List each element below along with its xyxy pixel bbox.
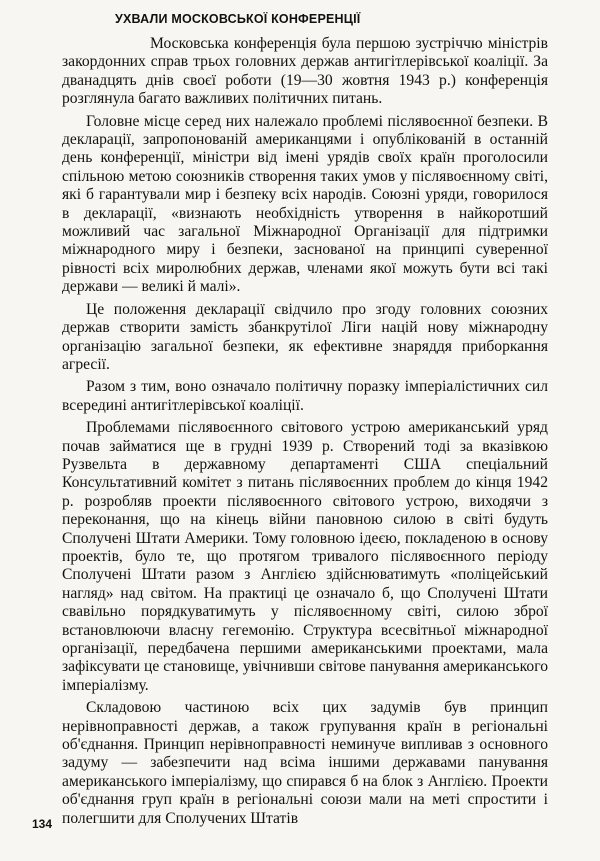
paragraph: Проблемами післявоєнного світового устрою американський уряд почав займатися ще в грудні 1939 р. Створений тоді за вказівкою Рузвельта в державному департаменті США спеціальний Консультативний комітет з питань післявоєнних проблем до кінця 1942 р. розробляв проекти післявоєнного світового устрою, виходячи з переконання, що на кінець війни пановною силою в світі будуть Сполучені Штати Америки. Тому головною ідеєю, покладеною в основу проектів, було те, що протягом тривалого післявоєнного періоду Сполучені Штати разом з Англією здійснюватимуть «поліцейський нагляд» над світом. На практиці це означало б, що Сполучені Штати свавільно порядкуватимуть у післявоєнному світі, силою зброї встановлюючи власну гегемонію. Структура всесвітньої міжнародної організації, передбачена першими американськими проектами, мала зафіксувати це становище, увічнивши світове панування американського імперіалізму. — [62, 419, 548, 694]
paragraph: Разом з тим, воно означало політичну поразку імперіалістичних сил всередині антигітлерівської коаліції. — [62, 378, 548, 414]
body-text — [62, 35, 548, 832]
page-number: 134 — [32, 817, 53, 831]
paragraph: Це положення декларації свідчило про згоду головних союзних держав створити замість збанкрутілої Ліги націй нову міжнародну організацію загальної безпеки, як ефективне знаряддя приборкання агресії. — [62, 300, 548, 373]
paragraph: Складовою частиною всіх цих задумів був принцип нерівноправності держав, а також групування країн в регіональні об'єднання. Принцип нерівноправності неминуче випливав з основного задуму — забезпечити над всіма іншими державами панування американського імперіалізму, що спирався б на блок з Англією. Проекти об'єднання груп країн в регіональні союзи мали на меті спростити і полегшити для Сполучених Штатів — [62, 699, 548, 827]
running-heading: УХВАЛИ МОСКОВСЬКОЇ КОНФЕРЕНЦІЇ — [115, 12, 361, 26]
paragraph: Головне місце серед них належало проблемі післявоєнної безпеки. В декларації, запропонованій американцями і опублікованій в останній день конференції, міністри від імені урядів своїх країн проголосили спільною метою союзників створення таких умов у післявоєнному світі, які б гарантували мир і безпеку всіх народів. Союзні уряди, говорилося в декларації, «визнають необхідність утворення в найкоротший можливий час загальної Міжнародної Організації для підтримки міжнародного миру і безпеки, заснованої на принципі суверенної рівності всіх миролюбних держав, членами якої можуть бути всі такі держави — великі й малі». — [62, 112, 548, 296]
paragraph: Московська конференція була першою зустріччю міністрів закордонних справ трьох головних держав антигітлерівської коаліції. За дванадцять днів своєї роботи (19—30 жовтня 1943 р.) конференція розглянула багато важливих політичних питань. — [62, 35, 548, 108]
